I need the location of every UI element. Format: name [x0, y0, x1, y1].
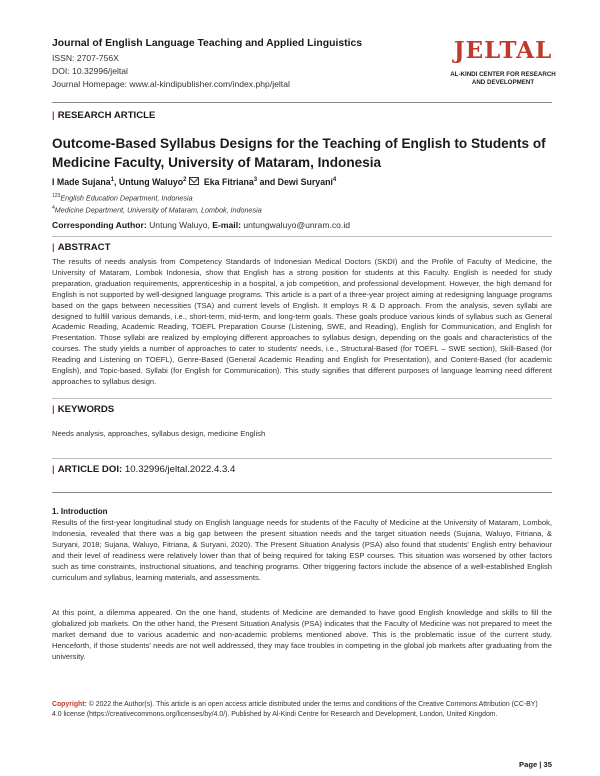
article-type-label	[52, 110, 155, 121]
copyright-notice	[52, 700, 542, 721]
journal-issn: ISSN: 2707-756X	[52, 53, 119, 63]
logo-subtitle-line-2: AND DEVELOPMENT	[471, 79, 535, 86]
affiliation-text: Medicine Department, University of Mataram, Lombok, Indonesia	[54, 205, 262, 215]
journal-header	[52, 37, 556, 94]
author-affiliation-mark: 1	[110, 177, 115, 184]
author-name: Untung Waluyo	[118, 177, 184, 187]
logo-subtitle	[448, 71, 558, 87]
email-label: E-mail	[212, 220, 239, 230]
abstract-heading-text: ABSTRACT	[57, 242, 111, 253]
journal-doi: DOI: 10.32996/jeltal	[52, 66, 128, 76]
author-conjunction: and	[259, 177, 276, 187]
author-name: I Made Sujana	[52, 177, 111, 187]
logo-subtitle-line-1: AL-KINDI CENTER FOR RESEARCH	[450, 71, 556, 78]
author-affiliation-mark: 2	[183, 177, 187, 184]
affiliation-mark: 123	[52, 193, 61, 199]
corresponding-author-name: Untung Waluyo,	[149, 220, 210, 230]
author-list: I Made Sujana$^1$, Untung Waluyo$^2$ Eka Fitriana$^3$ and Dewi Suryani$^4$	[52, 177, 337, 187]
keywords-heading-text: KEYWORDS	[57, 404, 115, 415]
accent-bar: |	[52, 464, 55, 475]
section-divider	[52, 236, 552, 237]
copyright-label: Copyright:	[52, 701, 87, 708]
header-divider	[52, 102, 552, 103]
article-title: Outcome-Based Syllabus Designs for the Teaching of English to Students of Medicine Faculty, University of Mataram, Indonesia	[52, 136, 546, 170]
affiliation	[52, 193, 193, 202]
accent-bar: |	[52, 242, 55, 253]
corresponding-author-email[interactable]: untungwaluyo@unram.co.id	[243, 220, 351, 230]
section-divider	[52, 492, 552, 493]
author-name: Eka Fitriana	[203, 177, 254, 187]
section-divider	[52, 398, 552, 399]
introduction-paragraph: At this point, a dilemma appeared. On the one hand, students of Medicine are demanded to have good English knowledge and skills to fill the globalized job markets. On the other hand, the Present Situation Analysis (PSA) indicates that the Faculty of Medicine was not prepared to meet the market demand due to various academic and non-academic problems mentioned above. This is the problematic issue of the current study. Henceforth, if those students' needs are not well addressed, they may face troubles in competing in the global job markets after graduating from the university.	[52, 608, 552, 661]
accent-bar: |	[52, 404, 55, 415]
section-divider	[52, 458, 552, 459]
logo-wordmark: JELTAL	[453, 37, 553, 64]
journal-title: Journal of English Language Teaching and Applied Linguistics	[52, 38, 363, 49]
article-type-text: RESEARCH ARTICLE	[57, 110, 156, 121]
article-doi	[52, 464, 235, 475]
affiliation-mark: 4	[52, 205, 55, 211]
affiliation-text: English Education Department, Indonesia	[60, 193, 193, 203]
affiliation	[52, 205, 262, 214]
keywords-text: Needs analysis, approaches, syllabus design, medicine English	[52, 429, 266, 438]
corresponding-author: Corresponding Author: Untung Waluyo, E-mail: untungwaluyo@unram.co.id	[52, 220, 351, 230]
envelope-icon[interactable]	[189, 177, 199, 185]
jeltal-logo	[448, 38, 558, 94]
author-name: Dewi Suryani	[277, 177, 333, 187]
introduction-heading: 1. Introduction	[52, 507, 108, 516]
author-affiliation-mark: 3	[253, 177, 258, 184]
abstract-text: The results of needs analysis from Competency Standards of Indonesian Medical Doctors (SKDI) and the Profile of Faculty of Medicine, the University of Mataram, Lombok Indonesia, show that English has a strong position for students at this Faculty. English is needed for study preparation, graduation requirements, apprenticeship in a hospital, a job competition, and professional development. However, the high demand for English is not supported by well-designed language programs. This article is a part of a three-year project aiming at redesigning language programs based on the gaps between necessities (TSA) and current levels of English. It employs R & D approach. From the analysis, seven syllabi are designed to fulfill various demands, i.e., short-term, mid-term, and long-term goals. These goals produce various kinds of syllabus such as General Academic Reading, Academic Reading, TOEFL Preparation Course (Listening, SWE, and Reading), English for Communication, and English for Presentation. Those syllabi are realized by employing different approaches to syllabus design, depending on the goals and characteristics of the courses. The study yields a number of approaches to cater to students' needs, i.e., Structural-Based (for TOEFL – SWE section), Skill-Based (for Reading and Listening on TOEFL), Genre-Based (General Academic Reading and English for Presentation), and Content-Based (for academic English), and Topic-based. Syllabi (for English for Communication). This study signifies that different purposes of language learning need different approaches to syllabus design.	[52, 257, 552, 386]
author-affiliation-mark: 4	[332, 177, 337, 184]
accent-bar: |	[52, 110, 55, 121]
page-number: Page | 35	[519, 760, 552, 769]
abstract-heading	[52, 242, 110, 253]
journal-homepage[interactable]: Journal Homepage: www.al-kindipublisher.com/index.php/jeltal	[52, 79, 290, 89]
introduction-paragraph: Results of the first-year longitudinal study on English language needs for students of the Faculty of Medicine at the University of Mataram, Lombok, Indonesia, revealed that there was a big gap between the present situation needs and the target situation needs (Sujana, Waluyo, Fitriana, & Suryani, 2018; Sujana, Waluyo, Fitriana, & Suryani, 2020). The Present Situation Analysis (PSA) also found that students' English entry behaviour and their level of readiness were relatively lower than that of being required for taking ESP courses. This situation was worsened by other factors such as time constraints, instructional situations, and teaching programs. Other triggering factors include the absence of a well-established English curriculum and syllabus, learning materials, and assessments.	[52, 518, 552, 582]
corresponding-author-label: Corresponding Author:	[52, 220, 147, 230]
copyright-text: © 2022 the Author(s). This article is an open access article distributed under the terms and conditions of the Creative Commons Attribution (CC-BY) 4.0 license (https://creativecommons.org/licenses/by/4.0/). Published by Al-Kindi Centre for Research and Development, London, United Kingdom.	[52, 701, 538, 719]
article-doi-value[interactable]: 10.32996/jeltal.2022.4.3.4	[124, 464, 236, 475]
article-doi-label: ARTICLE DOI:	[57, 464, 123, 475]
keywords-heading	[52, 404, 114, 415]
